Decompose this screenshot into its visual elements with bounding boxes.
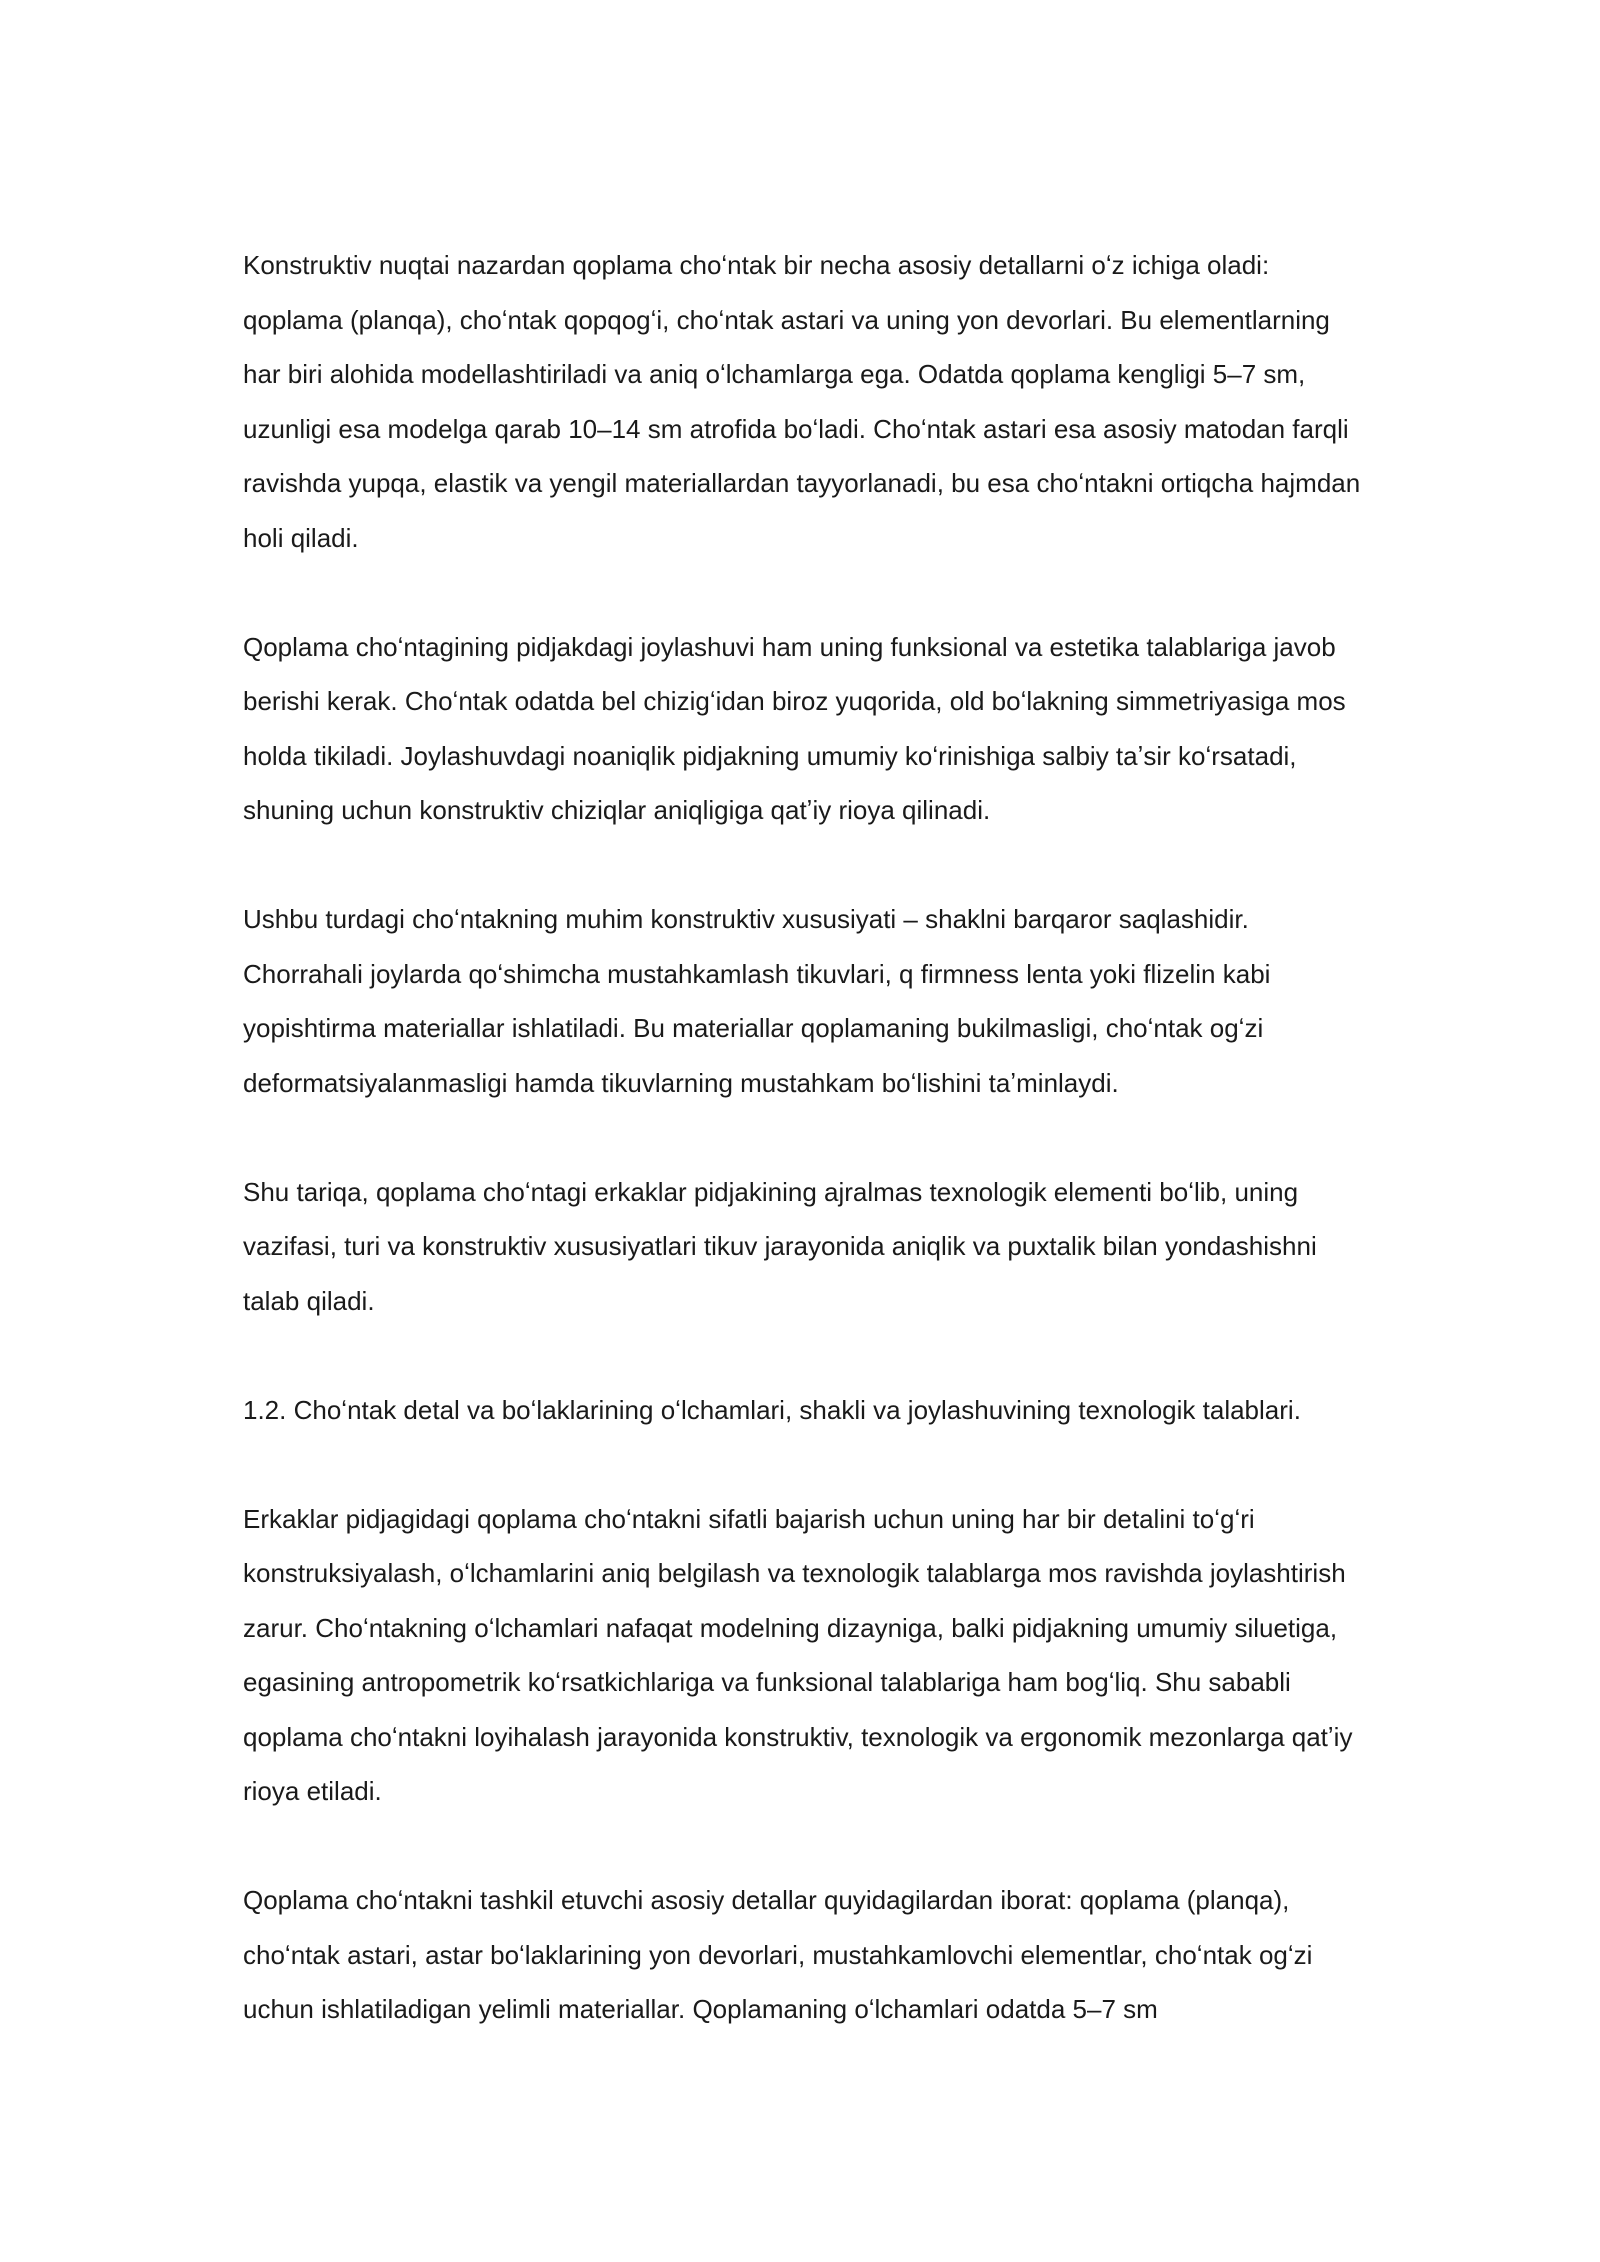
document-body [243,238,1373,2037]
paragraph-dimensions-requirements: Erkaklar pidjagidagi qoplama choʻntakni sifatli bajarish uchun uning har bir detalini toʻgʻri konstruksiyalash, oʻlchamlarini aniq belgilash va texnologik talablarga mos ravishda joylashtirish zarur. Choʻntakning oʻlchamlari nafaqat modelning dizayniga, balki pidjakning umumiy siluetiga, egasining antropometrik koʻrsatkichlariga va funksional talablariga ham bogʻliq. Shu sababli qoplama choʻntakni loyihalash jarayonida konstruktiv, texnologik va ergonomik mezonlarga qatʼiy rioya etiladi. [243,1503,1353,1806]
paragraph-pocket-placement: Qoplama choʻntagining pidjakdagi joylashuvi ham uning funksional va estetika talablariga javob berishi kerak. Choʻntak odatda bel chizigʻidan biroz yuqorida, old boʻlakning simmetriyasiga mos holda tikiladi. Joylashuvdagi noaniqlik pidjakning umumiy koʻrinishiga salbiy taʼsir koʻrsatadi, shuning uchun konstruktiv chiziqlar aniqligiga qatʼiy rioya qilinadi. [243,631,1346,825]
paragraph-conclusion: Shu tariqa, qoplama choʻntagi erkaklar pidjakining ajralmas texnologik elementi boʻlib, uning vazifasi, turi va konstruktiv xususiyatlari tikuv jarayonida aniqlik va puxtalik bilan yondashishni talab qiladi. [243,1176,1317,1316]
section-heading-1-2: 1.2. Choʻntak detal va boʻlaklarining oʻlchamlari, shakli va joylashuvining texnologik talablari. [243,1394,1301,1425]
paragraph-main-details: Qoplama choʻntakni tashkil etuvchi asosiy detallar quyidagilardan iborat: qoplama (planqa), choʻntak astari, astar boʻlaklarining yon devorlari, mustahkamlovchi elementlar, choʻntak ogʻzi uchun ishlatiladigan yelimli materiallar. Qoplamaning oʻlchamlari odatda 5–7 sm [243,1885,1313,2024]
paragraph-construction-details: Konstruktiv nuqtai nazardan qoplama choʻntak bir necha asosiy detallarni oʻz ichiga oladi: qoplama (planqa), choʻntak qopqogʻi, choʻntak astari va uning yon devorlari. Bu elementlarning har biri alohida modellashtiriladi va aniq oʻlchamlarga ega. Odatda qoplama kengligi 5–7 sm, uzunligi esa modelga qarab 10–14 sm atrofida boʻladi. Choʻntak astari esa asosiy matodan farqli ravishda yupqa, elastik va yengil materiallardan tayyorlanadi, bu esa choʻntakni ortiqcha hajmdan holi qiladi. [243,250,1361,553]
paragraph-shape-stability: Ushbu turdagi choʻntakning muhim konstruktiv xususiyati – shaklni barqaror saqlashidir. Chorrahali joylarda qoʻshimcha mustahkamlash tikuvlari, q firmness lenta yoki flizelin kabi yopishtirma materiallar ishlatiladi. Bu materiallar qoplamaning bukilmasligi, choʻntak ogʻzi deformatsiyalanmasligi hamda tikuvlarning mustahkam boʻlishini taʼminlaydi. [243,904,1271,1098]
